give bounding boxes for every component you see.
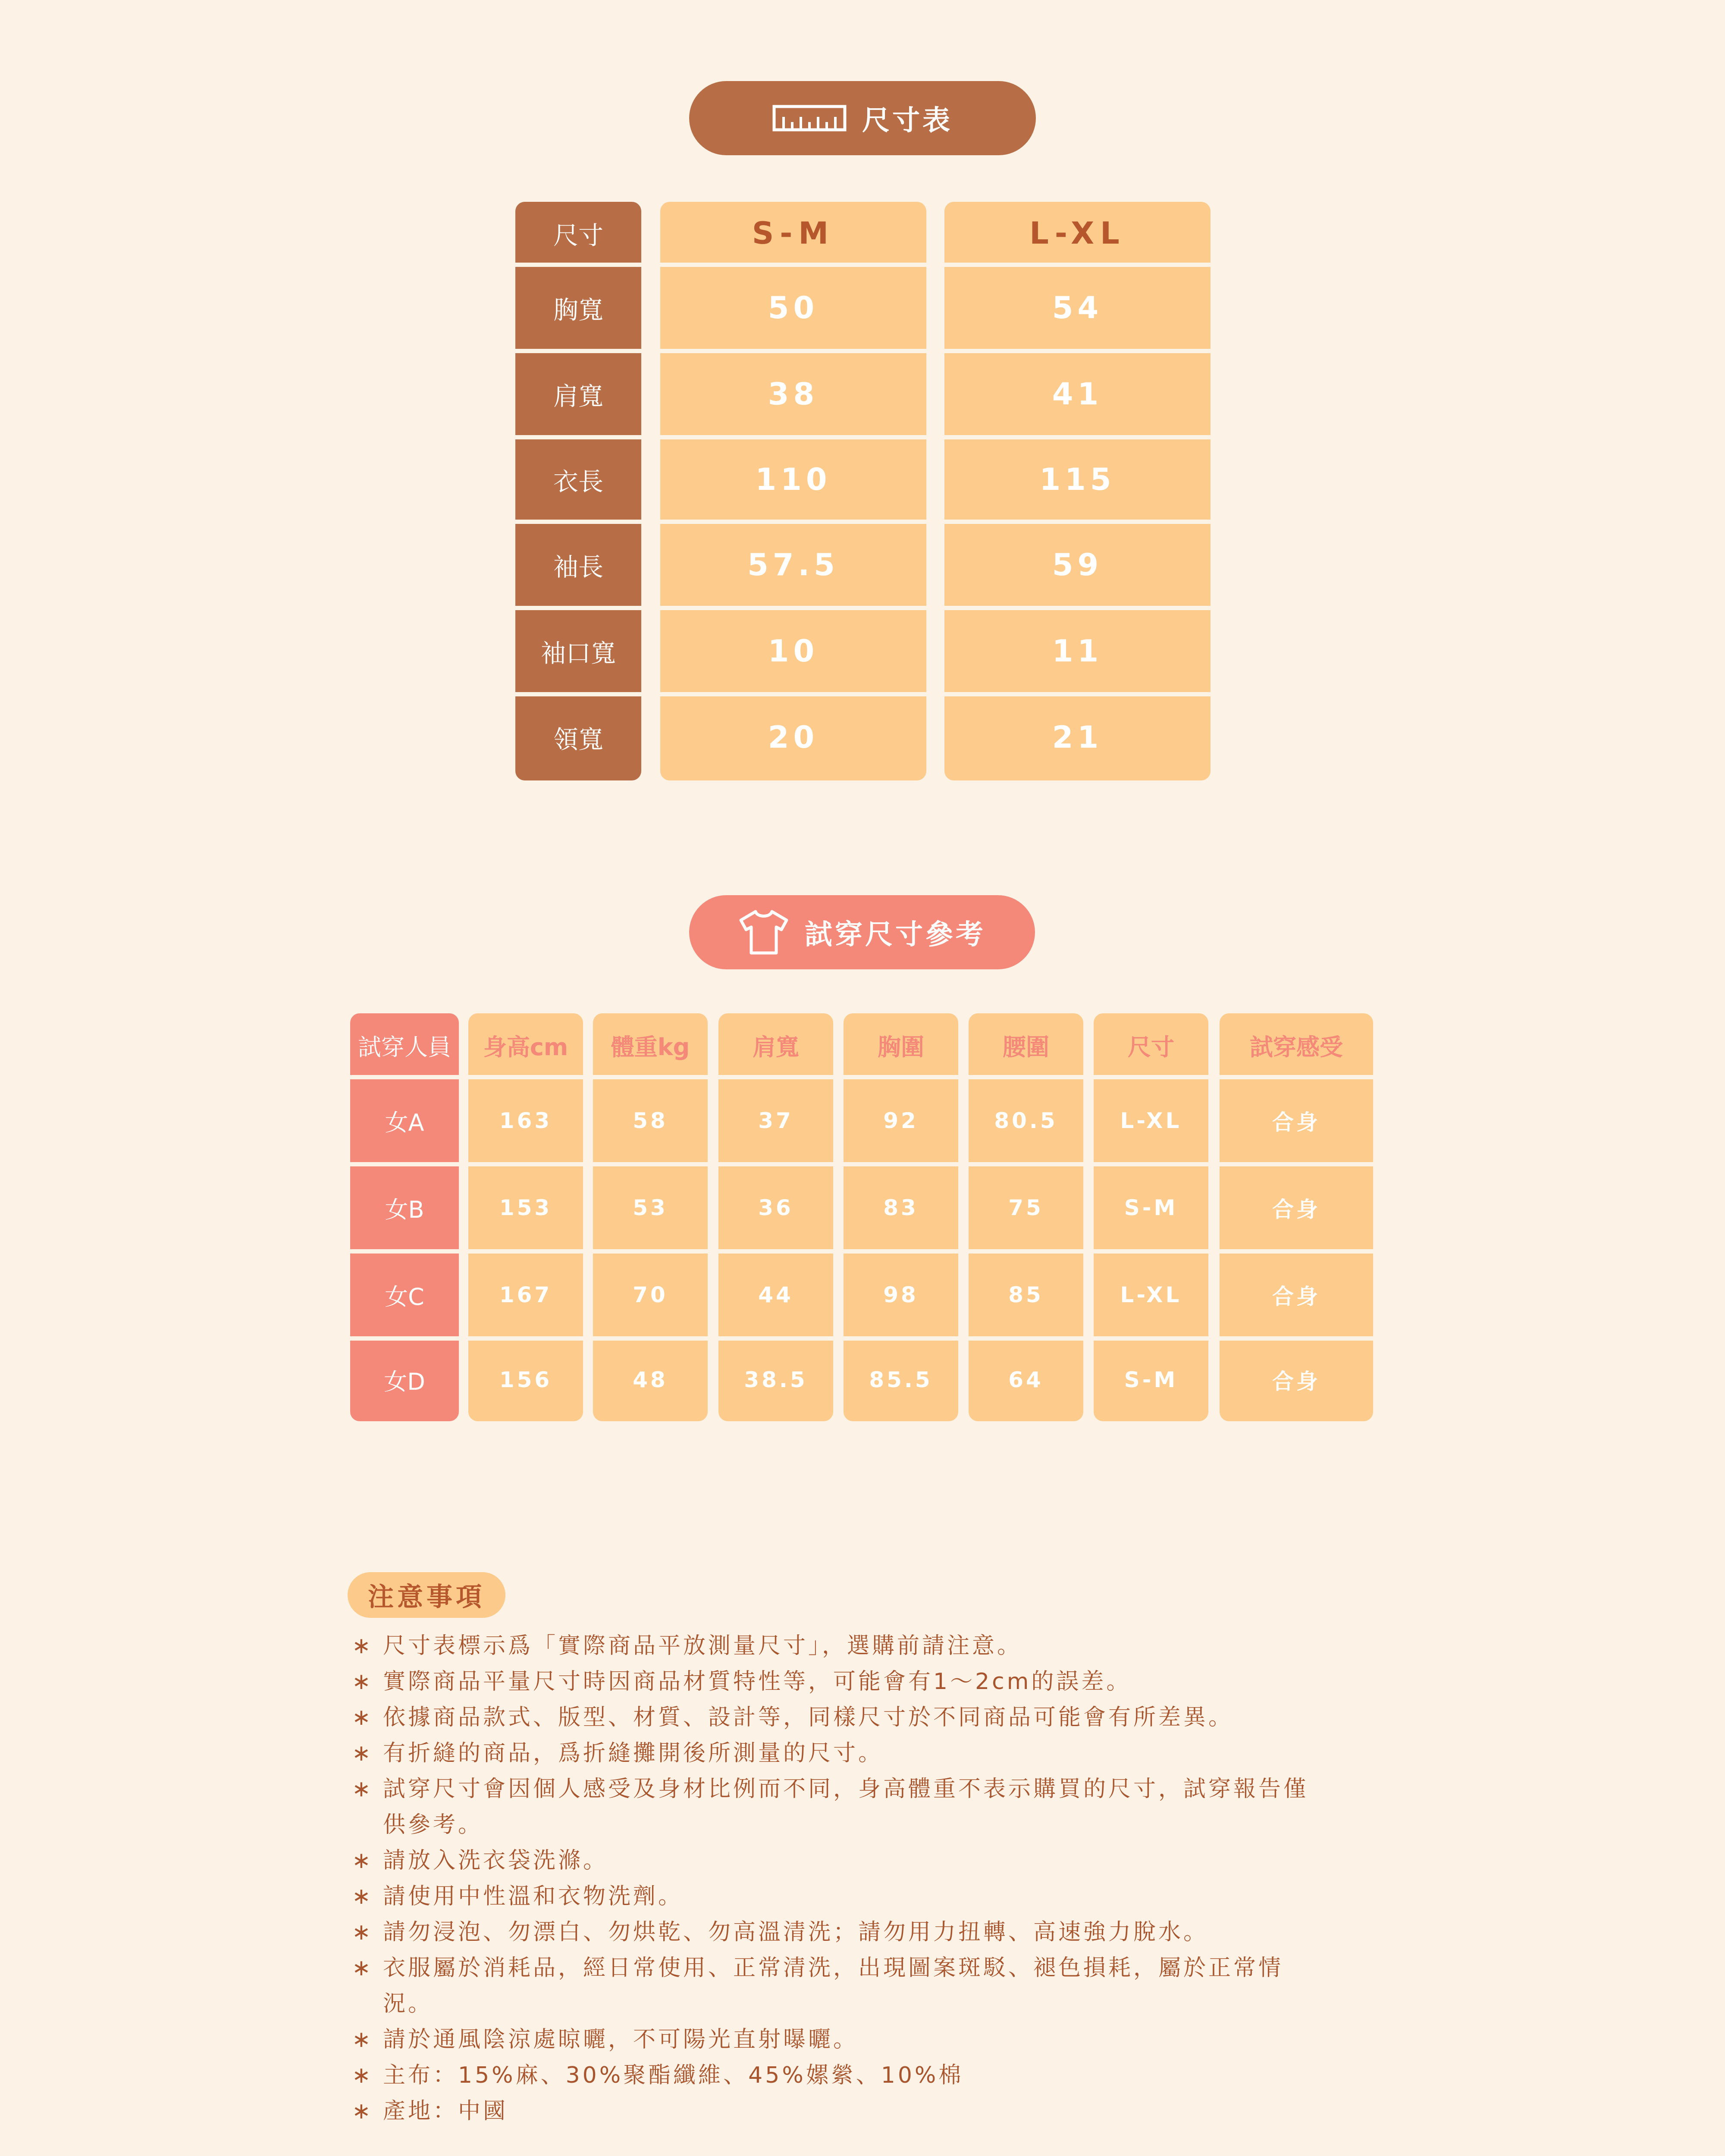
try-on-header: 試穿人員 bbox=[358, 1033, 451, 1061]
tshirt-icon bbox=[738, 909, 789, 956]
measurement-value: 54 bbox=[1052, 290, 1103, 326]
asterisk-bullet-icon: ∗ bbox=[352, 1848, 373, 1874]
note-text: 試穿尺寸會因個人感受及身材比例而不同，身高體重不表示購買的尺寸，試穿報告僅供參考。 bbox=[383, 1776, 1309, 1838]
measurement-value: 59 bbox=[1052, 547, 1103, 583]
notes-title: 注意事項 bbox=[348, 1572, 505, 1618]
measurement-value: 38 bbox=[768, 376, 819, 412]
size-header: S-M bbox=[752, 216, 835, 251]
tester-value: 80.5 bbox=[994, 1108, 1058, 1133]
note-item bbox=[352, 1664, 1516, 1700]
note-text: 實際商品平量尺寸時因商品材質特性等，可能會有1～2cm的誤差。 bbox=[383, 1669, 1132, 1695]
measurement-value: 41 bbox=[1052, 376, 1103, 412]
note-item bbox=[352, 2093, 1516, 2129]
asterisk-bullet-icon: ∗ bbox=[352, 1669, 373, 1695]
note-item bbox=[352, 1879, 1516, 1915]
tester-value: 38.5 bbox=[744, 1367, 808, 1392]
tester-value: 合身 bbox=[1272, 1369, 1320, 1394]
note-item bbox=[352, 1915, 1516, 1950]
tester-value: 合身 bbox=[1272, 1197, 1320, 1222]
measurement-value: 20 bbox=[768, 720, 819, 755]
note-text: 產地：中國 bbox=[383, 2098, 508, 2124]
measurement-label: 袖長 bbox=[553, 552, 603, 582]
note-text: 主布：15%麻、30%聚酯纖維、45%嫘縈、10%棉 bbox=[383, 2062, 964, 2088]
try-on-header: 胸圍 bbox=[878, 1033, 924, 1061]
asterisk-bullet-icon: ∗ bbox=[352, 1633, 373, 1659]
tester-value: 163 bbox=[499, 1108, 552, 1133]
note-item bbox=[352, 2058, 1516, 2093]
note-text: 請勿浸泡、勿漂白、勿烘乾、勿高溫清洗；請勿用力扭轉、高速強力脫水。 bbox=[383, 1919, 1209, 1945]
tester-value: S-M bbox=[1124, 1195, 1178, 1220]
try-on-header: 試穿感受 bbox=[1250, 1033, 1343, 1061]
note-item bbox=[352, 1628, 1516, 1664]
note-item bbox=[352, 1771, 1516, 1843]
note-text: 有折縫的商品，爲折縫攤開後所測量的尺寸。 bbox=[383, 1740, 884, 1766]
asterisk-bullet-icon: ∗ bbox=[352, 1955, 373, 1981]
measurement-value: 10 bbox=[768, 633, 819, 669]
asterisk-bullet-icon: ∗ bbox=[352, 1883, 373, 1909]
note-item bbox=[352, 1950, 1516, 2022]
ruler-icon bbox=[772, 105, 847, 132]
measurement-label: 胸寬 bbox=[553, 295, 603, 325]
tester-value: 70 bbox=[633, 1282, 668, 1307]
try-on-header: 體重kg bbox=[611, 1033, 690, 1061]
tester-value: 98 bbox=[883, 1282, 919, 1307]
measurement-value: 11 bbox=[1052, 633, 1103, 669]
notes-list bbox=[352, 1628, 1516, 2129]
tester-label: 女C bbox=[385, 1283, 424, 1310]
note-text: 請放入洗衣袋洗滌。 bbox=[383, 1848, 608, 1874]
tester-label: 女A bbox=[385, 1109, 424, 1136]
measurement-value: 21 bbox=[1052, 720, 1103, 755]
size-chart-row-header: 尺寸 bbox=[553, 221, 603, 250]
tester-value: 合身 bbox=[1272, 1110, 1320, 1135]
size-chart-title: 尺寸表 bbox=[862, 105, 953, 137]
try-on-header: 腰圍 bbox=[1003, 1033, 1049, 1061]
note-item bbox=[352, 2022, 1516, 2058]
asterisk-bullet-icon: ∗ bbox=[352, 1705, 373, 1730]
try-on-header: 肩寬 bbox=[753, 1033, 799, 1061]
measurement-label: 肩寬 bbox=[553, 382, 603, 411]
tester-value: 83 bbox=[883, 1195, 919, 1220]
try-on-title-pill bbox=[689, 895, 1035, 969]
tester-label: 女D bbox=[384, 1368, 425, 1395]
note-item bbox=[352, 1736, 1516, 1771]
tester-value: 85 bbox=[1008, 1282, 1044, 1307]
tester-value: L-XL bbox=[1120, 1108, 1182, 1133]
size-chart-title-pill bbox=[689, 81, 1036, 155]
tester-value: S-M bbox=[1124, 1367, 1178, 1392]
asterisk-bullet-icon: ∗ bbox=[352, 1919, 373, 1945]
measurement-value: 50 bbox=[768, 290, 819, 326]
note-item bbox=[352, 1700, 1516, 1736]
tester-value: 153 bbox=[499, 1195, 552, 1220]
asterisk-bullet-icon: ∗ bbox=[352, 2098, 373, 2124]
tester-value: 36 bbox=[758, 1195, 794, 1220]
measurement-label: 袖口寬 bbox=[540, 639, 616, 668]
tester-value: 75 bbox=[1008, 1195, 1044, 1220]
tester-value: 156 bbox=[499, 1367, 552, 1392]
tester-value: 85.5 bbox=[869, 1367, 933, 1392]
asterisk-bullet-icon: ∗ bbox=[352, 2062, 373, 2088]
note-text: 衣服屬於消耗品，經日常使用、正常清洗，出現圖案斑駁、褪色損耗，屬於正常情況。 bbox=[383, 1955, 1284, 2017]
note-text: 請於通風陰涼處晾曬，不可陽光直射曝曬。 bbox=[383, 2027, 859, 2053]
note-text: 尺寸表標示爲「實際商品平放測量尺寸」，選購前請注意。 bbox=[383, 1633, 1022, 1659]
measurement-value: 110 bbox=[755, 462, 831, 497]
try-on-header: 尺寸 bbox=[1128, 1033, 1174, 1061]
measurement-label: 衣長 bbox=[553, 467, 603, 496]
tester-label: 女B bbox=[385, 1196, 424, 1223]
size-header: L-XL bbox=[1029, 216, 1126, 251]
tester-value: 64 bbox=[1008, 1367, 1044, 1392]
note-text: 請使用中性溫和衣物洗劑。 bbox=[383, 1883, 684, 1909]
try-on-header: 身高cm bbox=[483, 1033, 568, 1061]
asterisk-bullet-icon: ∗ bbox=[352, 1740, 373, 1766]
tester-value: 合身 bbox=[1272, 1284, 1320, 1309]
measurement-value: 115 bbox=[1039, 462, 1116, 497]
tester-value: 44 bbox=[758, 1282, 794, 1307]
tester-value: 37 bbox=[758, 1108, 794, 1133]
measurement-value: 57.5 bbox=[747, 547, 839, 583]
tester-value: 58 bbox=[633, 1108, 668, 1133]
tester-value: 167 bbox=[499, 1282, 552, 1307]
tester-value: 92 bbox=[883, 1108, 919, 1133]
note-item bbox=[352, 1843, 1516, 1879]
try-on-title: 試穿尺寸參考 bbox=[805, 919, 986, 951]
asterisk-bullet-icon: ∗ bbox=[352, 2027, 373, 2053]
asterisk-bullet-icon: ∗ bbox=[352, 1776, 373, 1802]
note-text: 依據商品款式、版型、材質、設計等，同樣尺寸於不同商品可能會有所差異。 bbox=[383, 1705, 1234, 1730]
tester-value: 53 bbox=[633, 1195, 668, 1220]
measurement-label: 領寬 bbox=[553, 725, 603, 754]
tester-value: 48 bbox=[633, 1367, 668, 1392]
tester-value: L-XL bbox=[1120, 1282, 1182, 1307]
